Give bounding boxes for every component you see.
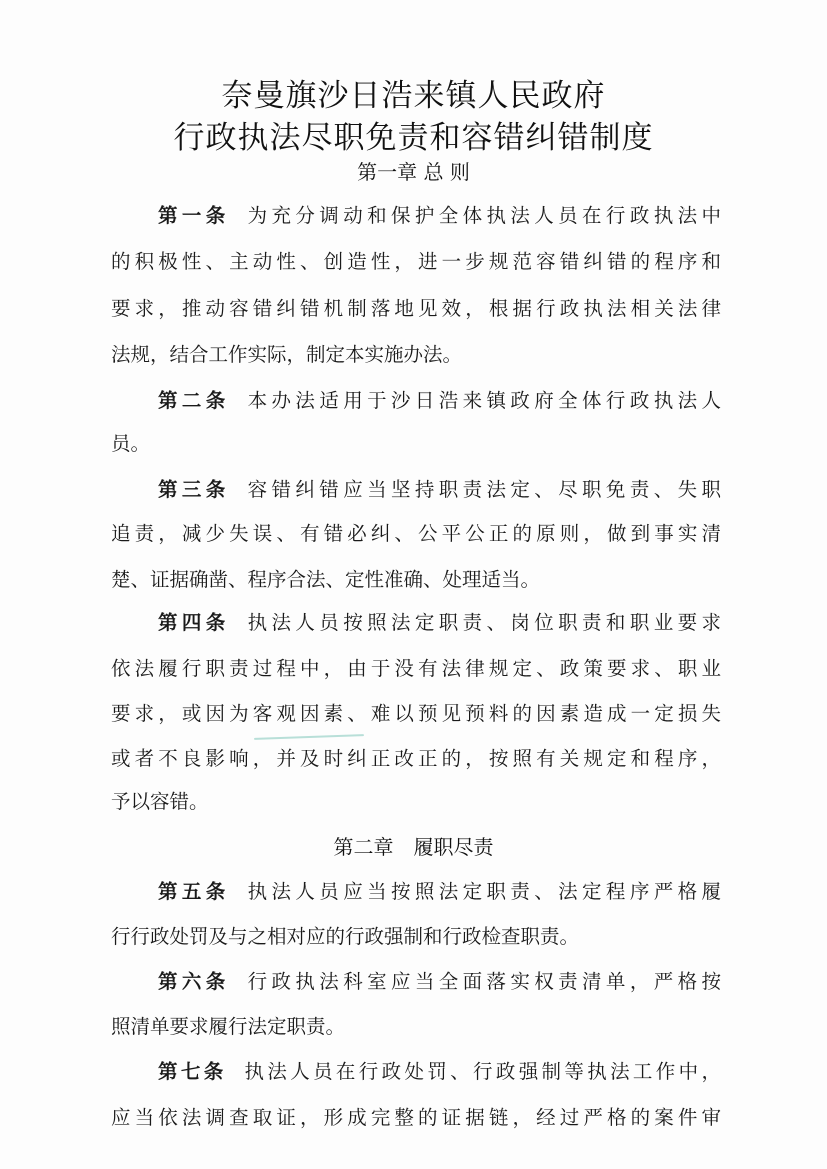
article-4-label: 第四条 bbox=[158, 611, 230, 634]
article-7-line-1: 第七条 执法人员在行政处罚、行政强制等执法工作中， bbox=[158, 1060, 721, 1083]
article-1-line-1: 第一条 为充分调动和保护全体执法人员在行政执法中 bbox=[158, 204, 721, 227]
article-6-line-2: 照清单要求履行法定职责。 bbox=[111, 1015, 346, 1038]
article-6-label: 第六条 bbox=[158, 970, 230, 993]
article-1-line-4: 法规，结合工作实际，制定本实施办法。 bbox=[111, 343, 463, 366]
document-title-line-1: 奈曼旗沙日浩来镇人民政府 bbox=[221, 78, 606, 114]
article-1-label: 第一条 bbox=[158, 204, 230, 227]
article-1-line-2: 的积极性、主动性、创造性，进一步规范容错纠错的程序和 bbox=[111, 250, 721, 273]
chapter-2-heading: 第二章 履职尽责 bbox=[333, 835, 494, 859]
article-2-label: 第二条 bbox=[158, 389, 230, 412]
document-title-line-2: 行政执法尽职免责和容错纠错制度 bbox=[173, 120, 654, 156]
article-7-label: 第七条 bbox=[158, 1060, 227, 1083]
article-5-line-2: 行行政处罚及与之相对应的行政强制和行政检查职责。 bbox=[111, 925, 580, 948]
article-3-line-2: 追责，减少失误、有错必纠、公平公正的原则，做到事实清 bbox=[111, 522, 721, 545]
article-3-line-1: 第三条 容错纠错应当坚持职责法定、尽职免责、失职 bbox=[158, 478, 721, 501]
chapter-1-heading: 第一章 总 则 bbox=[357, 160, 470, 184]
article-4-line-5: 予以容错。 bbox=[111, 790, 209, 813]
article-2-line-2: 员。 bbox=[111, 432, 151, 455]
article-1-line-3: 要求，推动容错纠错机制落地见效，根据行政执法相关法律 bbox=[111, 297, 721, 320]
article-7-line-2: 应当依法调查取证，形成完整的证据链，经过严格的案件审 bbox=[111, 1106, 721, 1129]
article-3-label: 第三条 bbox=[158, 478, 230, 501]
article-3-line-3: 楚、证据确凿、程序合法、定性准确、处理适当。 bbox=[111, 568, 541, 591]
article-4-line-2: 依法履行职责过程中，由于没有法律规定、政策要求、职业 bbox=[111, 657, 721, 680]
scan-ink-mark bbox=[254, 734, 364, 740]
article-5-line-1: 第五条 执法人员应当按照法定职责、法定程序严格履 bbox=[158, 880, 721, 903]
article-4-line-4: 或者不良影响，并及时纠正改正的，按照有关规定和程序， bbox=[111, 747, 721, 770]
article-4-line-3: 要求，或因为客观因素、难以预见预料的因素造成一定损失 bbox=[111, 702, 721, 725]
article-4-line-1: 第四条 执法人员按照法定职责、岗位职责和职业要求 bbox=[158, 611, 721, 634]
article-5-label: 第五条 bbox=[158, 880, 230, 903]
article-6-line-1: 第六条 行政执法科室应当全面落实权责清单，严格按 bbox=[158, 970, 721, 993]
article-2-line-1: 第二条 本办法适用于沙日浩来镇政府全体行政执法人 bbox=[158, 389, 721, 412]
